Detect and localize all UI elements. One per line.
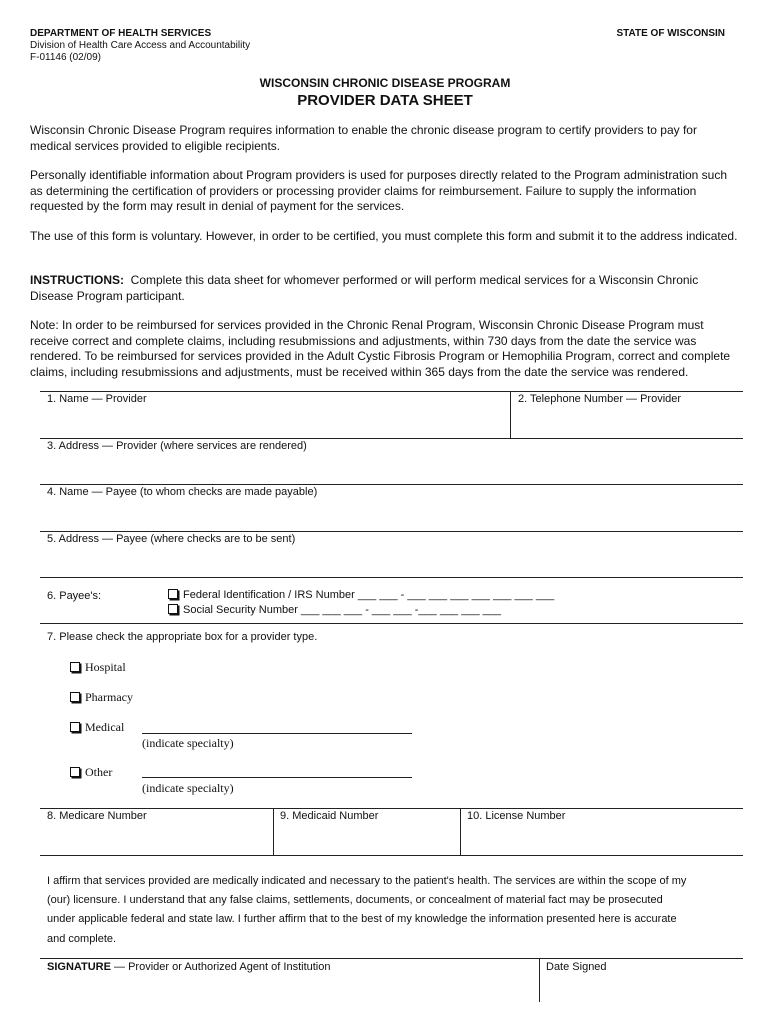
provider-address-field[interactable]: 3. Address — Provider (where services are rendered) (47, 440, 307, 452)
provider-name-field[interactable]: 1. Name — Provider (47, 393, 147, 405)
other-label: Other (85, 765, 113, 779)
department-name: DEPARTMENT OF HEALTH SERVICES (30, 28, 212, 39)
ssn-option[interactable] (168, 604, 501, 616)
instructions-paragraph (30, 273, 740, 304)
sheet-title: PROVIDER DATA SHEET (297, 92, 473, 109)
row-line (40, 577, 743, 578)
division-name: Division of Health Care Access and Accountability (30, 40, 251, 51)
program-title: WISCONSIN CHRONIC DISEASE PROGRAM (259, 76, 511, 90)
affirmation-line: under applicable federal and state law. I further affirm that to the best of my knowledge the information presented here is accurate (47, 913, 677, 925)
row-line (40, 855, 743, 856)
signature-label-rest: — Provider or Authorized Agent of Institution (110, 961, 331, 973)
ssn-label: Social Security Number ___ ___ ___ - ___ ___ -___ ___ ___ ___ (183, 604, 501, 616)
affirmation-line: (our) licensure. I understand that any false claims, settlements, documents, or concealment of material fact may be prosecuted (47, 894, 663, 906)
checkbox-icon[interactable] (70, 692, 80, 702)
row-line (40, 484, 743, 485)
fein-label: Federal Identification / IRS Number ___ ___ - ___ ___ ___ ___ ___ ___ ___ (183, 589, 555, 601)
hospital-label: Hospital (85, 660, 126, 674)
medicare-number-field[interactable]: 8. Medicare Number (47, 810, 147, 822)
state-name: STATE OF WISCONSIN (616, 28, 725, 39)
payee-address-field[interactable]: 5. Address — Payee (where checks are to be sent) (47, 533, 296, 545)
row-line (40, 623, 743, 624)
medicaid-number-field[interactable]: 9. Medicaid Number (280, 810, 379, 822)
signature-line (40, 958, 743, 959)
field-divider-9-10 (460, 808, 461, 856)
checkbox-icon[interactable] (70, 662, 80, 672)
signature-field[interactable] (47, 961, 330, 973)
row-line (40, 438, 743, 439)
medical-option[interactable] (70, 720, 124, 735)
form-number: F-01146 (02/09) (30, 52, 101, 63)
other-specialty-input[interactable] (142, 777, 412, 778)
privacy-paragraph: Personally identifiable information about Program providers is used for purposes directly related to the Program administration such as determining the certification of providers or processing provider claims for reimbursement. Failure to supply the information requested by the form may result in denial of payment for the services. (30, 168, 728, 213)
instructions-label: INSTRUCTIONS: (30, 273, 124, 287)
field-divider-8-9 (273, 808, 274, 856)
license-number-field[interactable]: 10. License Number (467, 810, 566, 822)
checkbox-icon[interactable] (70, 767, 80, 777)
note-paragraph: Note: In order to be reimbursed for services provided in the Chronic Renal Program, Wisconsin Chronic Disease Program must receive correct and complete claims, including resubmissions and adjustments, within 730 days from the date the service was rendered. To be reimbursed for services provided in the Adult Cystic Fibrosis Program or Hemophilia Program, correct and complete claims, including resubmissions and adjustments, must be received within 365 days from the date the service was rendered. (30, 318, 731, 379)
form-top-line (40, 391, 743, 392)
checkbox-icon[interactable] (168, 604, 178, 614)
signature-divider (539, 958, 540, 1002)
other-option[interactable] (70, 765, 112, 780)
signature-label: SIGNATURE (47, 961, 111, 973)
provider-telephone-field[interactable]: 2. Telephone Number — Provider (518, 393, 682, 405)
checkbox-icon[interactable] (168, 589, 178, 599)
provider-type-label: 7. Please check the appropriate box for a provider type. (47, 631, 318, 643)
pharmacy-option[interactable] (70, 690, 133, 705)
intro-paragraph: Wisconsin Chronic Disease Program requires information to enable the chronic disease program to certify providers to pay for medical services provided to eligible recipients. (30, 123, 697, 153)
checkbox-icon[interactable] (70, 722, 80, 732)
date-signed-field[interactable]: Date Signed (546, 961, 607, 973)
pharmacy-label: Pharmacy (85, 690, 133, 704)
field-divider-1-2 (510, 391, 511, 439)
medical-label: Medical (85, 720, 125, 734)
medical-specialty-hint: (indicate specialty) (142, 736, 234, 750)
fein-option[interactable] (168, 589, 554, 601)
voluntary-paragraph: The use of this form is voluntary. However, in order to be certified, you must complete this form and submit it to the address indicated. (30, 229, 738, 243)
payee-name-field[interactable]: 4. Name — Payee (to whom checks are made payable) (47, 486, 318, 498)
row-line (40, 531, 743, 532)
affirmation-line: and complete. (47, 933, 117, 945)
other-specialty-hint: (indicate specialty) (142, 781, 234, 795)
instructions-text: Complete this data sheet for whomever performed or will perform medical services for a Wisconsin Chronic Disease Program participant. (30, 273, 699, 303)
affirmation-line: I affirm that services provided are medically indicated and necessary to the patient's health. The services are within the scope of my (47, 875, 687, 887)
row-line (40, 808, 743, 809)
hospital-option[interactable] (70, 660, 126, 675)
payee-id-label: 6. Payee's: (47, 590, 102, 602)
medical-specialty-input[interactable] (142, 733, 412, 734)
